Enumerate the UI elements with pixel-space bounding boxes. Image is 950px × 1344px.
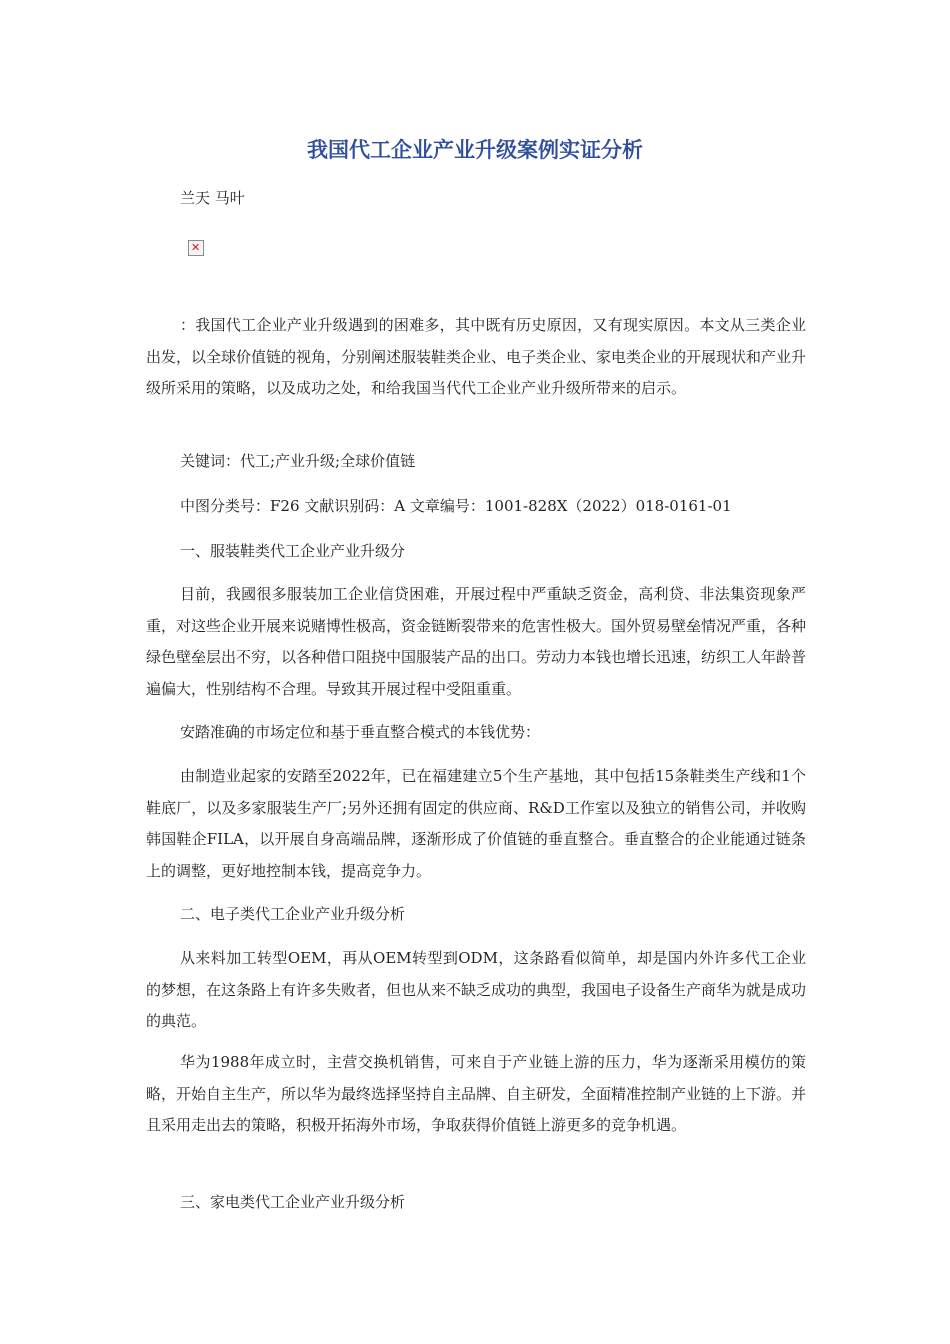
section-heading-2: 二、电子类代工企业产业升级分析 <box>180 905 406 923</box>
abstract-paragraph: ：我国代工企业产业升级遇到的困难多，其中既有历史原因，又有现实原因。本文从三类企业出发，以全球价值链的视角，分别阐述服装鞋类企业、电子类企业、家电类企业的开展现状和产业升级所采用的策略，以及成功之处，和给我国当代代工企业产业升级所带来的启示。 <box>146 316 807 397</box>
authors: 兰天 马叶 <box>180 189 245 207</box>
section-heading-1: 一、服装鞋类代工企业产业升级分 <box>180 542 406 560</box>
section-heading-3: 三、家电类代工企业产业升级分析 <box>180 1193 406 1211</box>
section2-paragraph-2: 华为1988年成立时，主营交换机销售，可来自于产业链上游的压力，华为逐渐采用模仿的策略，开始自主生产，所以华为最终选择坚持自主品牌、自主研发，全面精准控制产业链的上下游。并且采用走出去的策略，积极开拓海外市场，争取获得价值链上游更多的竞争机遇。 <box>146 1053 807 1134</box>
classification-line: 中图分类号：F26 文献识别码：A 文章编号：1001-828X（2022）018-0161-01 <box>180 497 732 515</box>
section1-paragraph-1: 目前，我國很多服装加工企业信贷困难，开展过程中严重缺乏资金，高利贷、非法集资现象严重，对这些企业开展来说赌博性极高，资金链断裂带来的危害性极大。国外贸易壁垒情况严重，各种绿色壁垒层出不穷，以各种借口阻挠中国服装产品的出口。劳动力本钱也增长迅速，纺织工人年龄普遍偏大，性别结构不合理。导致其开展过程中受阻重重。 <box>146 585 807 698</box>
section2-paragraph-1: 从来料加工转型OEM，再从OEM转型到ODM，这条路看似简单，却是国内外许多代工企业的梦想，在这条路上有许多失败者，但也从来不缺乏成功的典型，我国电子设备生产商华为就是成功的典范。 <box>146 949 807 1030</box>
section1-paragraph-2: 安踏准确的市场定位和基于垂直整合模式的本钱优势： <box>180 723 541 741</box>
document-title: 我国代工企业产业升级案例实证分析 <box>307 138 643 162</box>
keywords-line: 关键词：代工;产业升级;全球价值链 <box>180 452 416 470</box>
section1-paragraph-3: 由制造业起家的安踏至2022年，已在福建建立5个生产基地，其中包括15条鞋类生产线和1个鞋底厂，以及多家服装生产厂;另外还拥有固定的供应商、R&D工作室以及独立的销售公司，并收购韩国鞋企FILA，以开展自身高端品牌，逐渐形成了价值链的垂直整合。垂直整合的企业能通过链条上的调整，更好地控制本钱，提高竞争力。 <box>146 767 806 880</box>
broken-image-icon: ✕ <box>188 240 204 256</box>
